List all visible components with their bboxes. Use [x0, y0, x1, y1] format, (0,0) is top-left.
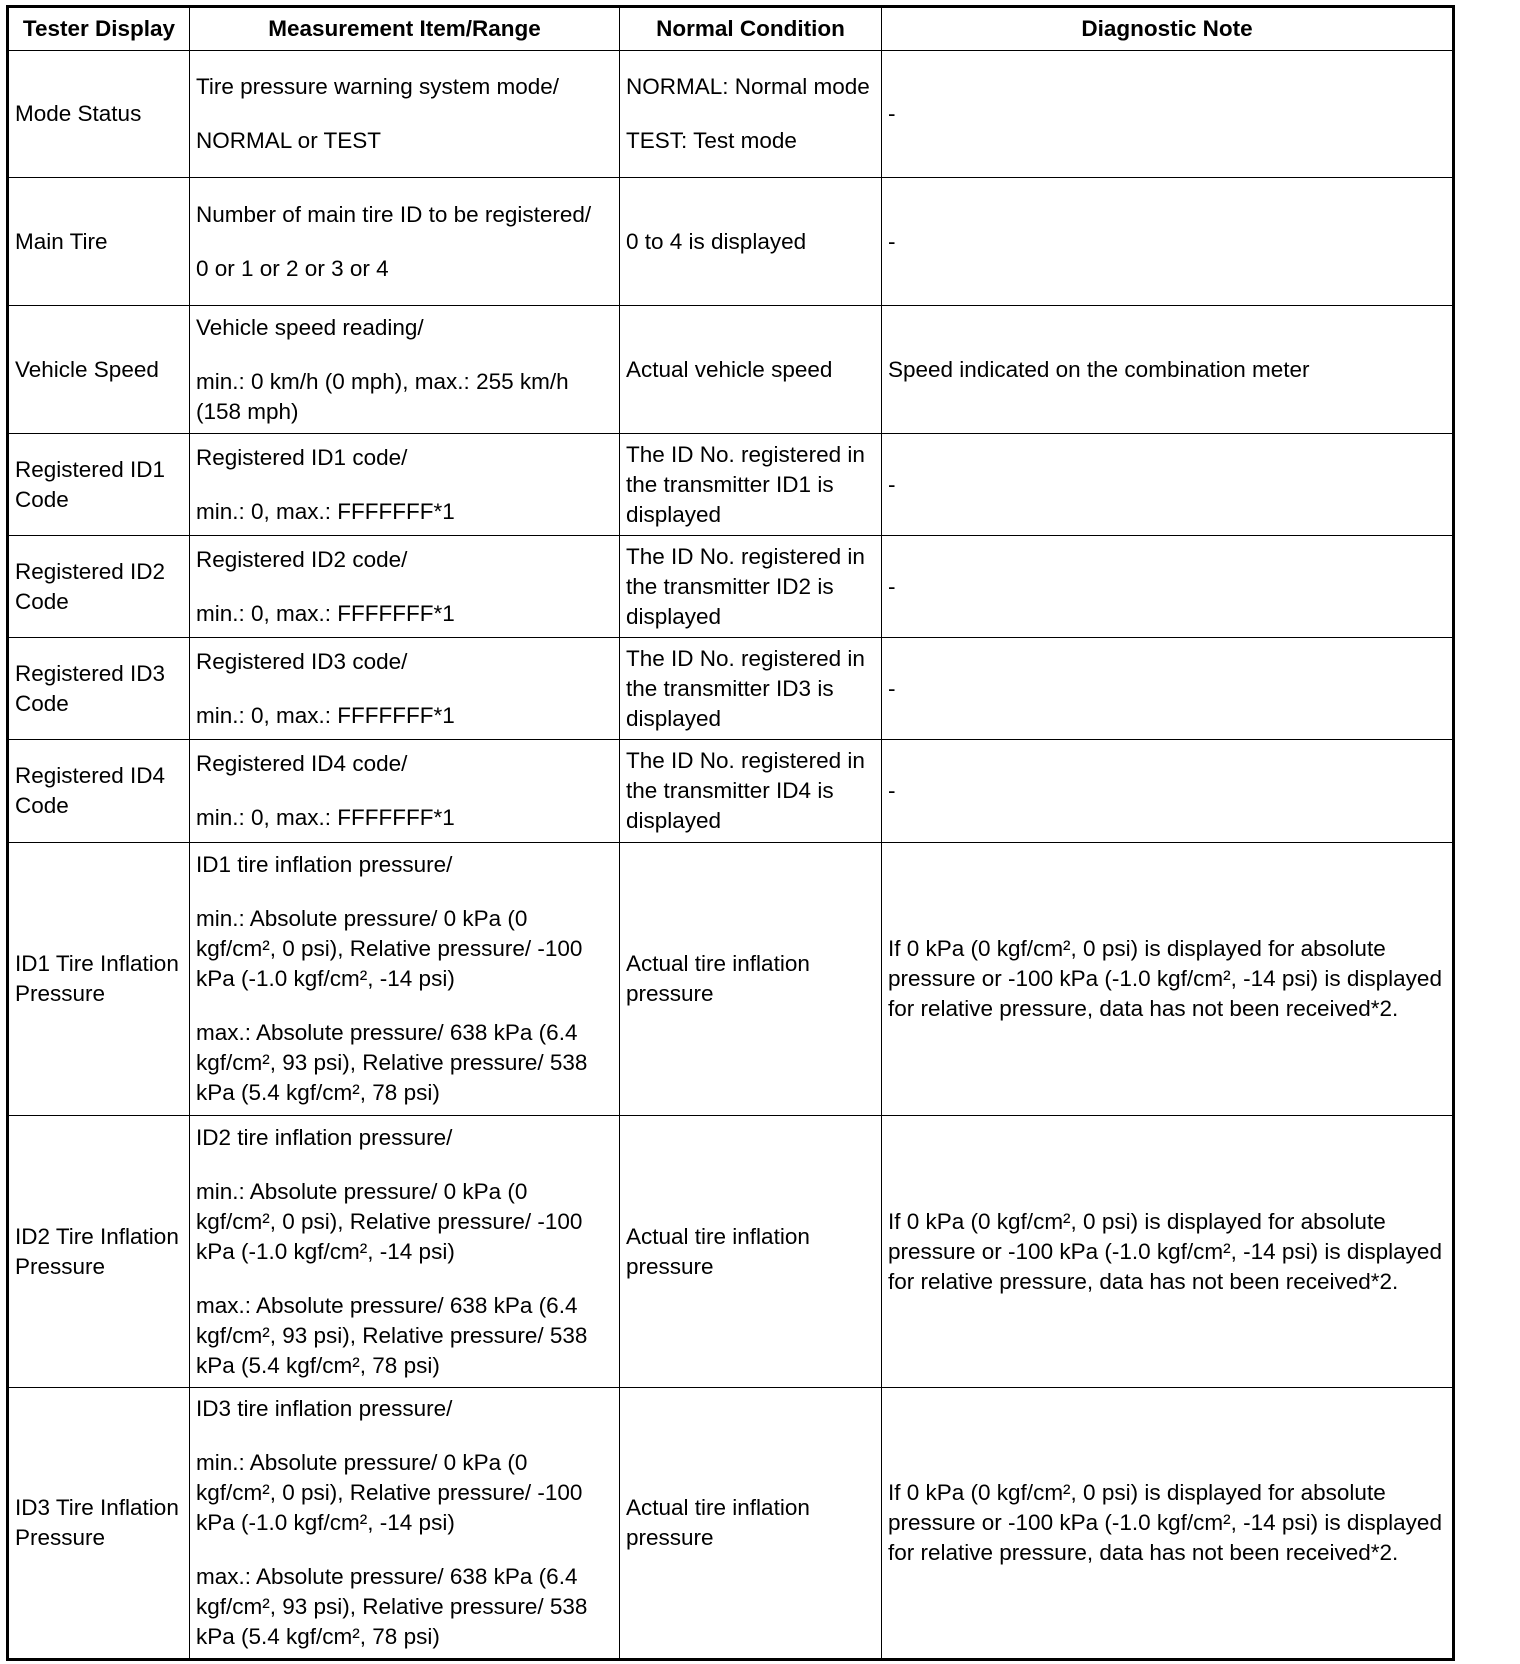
- table-row: [8, 1388, 1454, 1660]
- tester-display-cell: [8, 638, 190, 740]
- tester-display-cell: [8, 306, 190, 434]
- header-normal-condition: Normal Condition: [620, 7, 882, 51]
- measurement-range-cell: [190, 1388, 620, 1660]
- cell-paragraph: max.: Absolute pressure/ 638 kPa (6.4 kgf/cm², 93 psi), Relative pressure/ 538 kPa (5.4 kgf/cm², 78 psi): [196, 1292, 588, 1378]
- cell-paragraph: min.: 0 km/h (0 mph), max.: 255 km/h (158 mph): [196, 368, 569, 424]
- cell-paragraph: The ID No. registered in the transmitter ID2 is displayed: [626, 543, 865, 629]
- cell-paragraph: -: [888, 101, 896, 126]
- cell-paragraph: min.: Absolute pressure/ 0 kPa (0 kgf/cm², 0 psi), Relative pressure/ -100 kPa (-1.0 kgf/cm², -14 psi): [196, 1450, 583, 1535]
- tester-display-cell: [8, 178, 190, 306]
- cell-paragraph: TEST: Test mode: [626, 128, 797, 153]
- cell-paragraph: 0 or 1 or 2 or 3 or 4: [196, 255, 389, 281]
- header-diagnostic-note: Diagnostic Note: [882, 7, 1454, 51]
- tester-display-cell: [8, 843, 190, 1116]
- diagnostic-note-cell: [882, 536, 1454, 638]
- table-header-row: [8, 7, 1454, 51]
- cell-paragraph: Actual tire inflation pressure: [626, 951, 810, 1006]
- cell-paragraph: Registered ID2 code/: [196, 546, 408, 572]
- cell-paragraph: Actual vehicle speed: [626, 356, 833, 382]
- diagnostic-note-cell: [882, 178, 1454, 306]
- cell-paragraph: Number of main tire ID to be registered/: [196, 201, 592, 227]
- diagnostic-note-cell: [882, 306, 1454, 434]
- measurement-range-cell: [190, 843, 620, 1116]
- cell-paragraph: The ID No. registered in the transmitter ID4 is displayed: [626, 748, 865, 833]
- cell-paragraph: Actual tire inflation pressure: [626, 1495, 810, 1550]
- normal-condition-cell: [620, 434, 882, 536]
- header-tester-display: Tester Display: [8, 7, 190, 51]
- cell-paragraph: Vehicle speed reading/: [196, 314, 424, 340]
- cell-paragraph: ID1 tire inflation pressure/: [196, 852, 453, 877]
- table-row: [8, 51, 1454, 178]
- data-list-table: [6, 5, 1455, 1661]
- cell-paragraph: The ID No. registered in the transmitter ID1 is displayed: [626, 441, 865, 527]
- table-row: [8, 306, 1454, 434]
- table-row: [8, 178, 1454, 306]
- cell-paragraph: min.: 0, max.: FFFFFFF*1: [196, 498, 455, 524]
- cell-paragraph: NORMAL or TEST: [196, 128, 382, 153]
- cell-paragraph: min.: Absolute pressure/ 0 kPa (0 kgf/cm², 0 psi), Relative pressure/ -100 kPa (-1.0 kgf/cm², -14 psi): [196, 906, 583, 991]
- cell-paragraph: -: [888, 675, 896, 701]
- diagnostic-note-cell: [882, 1116, 1454, 1388]
- normal-condition-cell: [620, 536, 882, 638]
- tester-display-cell: [8, 51, 190, 178]
- cell-paragraph: If 0 kPa (0 kgf/cm², 0 psi) is displayed for absolute pressure or -100 kPa (-1.0 kgf/cm², -14 psi) is displayed for relative pressure, data has not been received*2.: [888, 1480, 1442, 1565]
- cell-paragraph: Registered ID1 Code: [15, 456, 166, 512]
- cell-paragraph: min.: Absolute pressure/ 0 kPa (0 kgf/cm², 0 psi), Relative pressure/ -100 kPa (-1.0 kgf/cm², -14 psi): [196, 1178, 583, 1264]
- cell-paragraph: Tire pressure warning system mode/: [196, 74, 560, 99]
- normal-condition-cell: [620, 178, 882, 306]
- diagnostic-note-cell: [882, 843, 1454, 1116]
- table-row: [8, 843, 1454, 1116]
- cell-paragraph: NORMAL: Normal mode: [626, 74, 870, 99]
- table-row: [8, 536, 1454, 638]
- measurement-range-cell: [190, 434, 620, 536]
- normal-condition-cell: [620, 1388, 882, 1660]
- measurement-range-cell: [190, 536, 620, 638]
- cell-paragraph: Registered ID3 code/: [196, 648, 408, 674]
- tester-display-cell: [8, 1116, 190, 1388]
- cell-paragraph: ID3 Tire Inflation Pressure: [15, 1495, 179, 1550]
- table-row: [8, 1116, 1454, 1388]
- cell-paragraph: ID2 tire inflation pressure/: [196, 1124, 453, 1150]
- diagnostic-note-cell: [882, 1388, 1454, 1660]
- tester-display-cell: [8, 1388, 190, 1660]
- measurement-range-cell: [190, 178, 620, 306]
- normal-condition-cell: [620, 51, 882, 178]
- cell-paragraph: max.: Absolute pressure/ 638 kPa (6.4 kgf/cm², 93 psi), Relative pressure/ 538 kPa (5.4 kgf/cm², 78 psi): [196, 1564, 588, 1649]
- tester-display-cell: [8, 536, 190, 638]
- normal-condition-cell: [620, 306, 882, 434]
- normal-condition-cell: [620, 1116, 882, 1388]
- diagnostic-note-cell: [882, 434, 1454, 536]
- cell-paragraph: Registered ID2 Code: [15, 558, 166, 614]
- diagnostic-note-cell: [882, 638, 1454, 740]
- cell-paragraph: ID3 tire inflation pressure/: [196, 1396, 453, 1421]
- cell-paragraph: -: [888, 573, 896, 599]
- cell-paragraph: If 0 kPa (0 kgf/cm², 0 psi) is displayed for absolute pressure or -100 kPa (-1.0 kgf/cm², -14 psi) is displayed for relative pressure, data has not been received*2.: [888, 936, 1442, 1021]
- cell-paragraph: Mode Status: [15, 101, 142, 126]
- measurement-range-cell: [190, 638, 620, 740]
- cell-paragraph: max.: Absolute pressure/ 638 kPa (6.4 kgf/cm², 93 psi), Relative pressure/ 538 kPa (5.4 kgf/cm², 78 psi): [196, 1020, 588, 1105]
- cell-paragraph: min.: 0, max.: FFFFFFF*1: [196, 805, 455, 830]
- cell-paragraph: The ID No. registered in the transmitter ID3 is displayed: [626, 645, 865, 731]
- cell-paragraph: Registered ID3 Code: [15, 660, 166, 716]
- cell-paragraph: Registered ID4 Code: [15, 763, 166, 818]
- cell-paragraph: -: [888, 228, 896, 254]
- cell-paragraph: -: [888, 471, 896, 497]
- cell-paragraph: min.: 0, max.: FFFFFFF*1: [196, 702, 455, 728]
- table-row: [8, 638, 1454, 740]
- header-measurement-item: Measurement Item/Range: [190, 7, 620, 51]
- normal-condition-cell: [620, 638, 882, 740]
- measurement-range-cell: [190, 306, 620, 434]
- table-row: [8, 740, 1454, 843]
- measurement-range-cell: [190, 1116, 620, 1388]
- cell-paragraph: Registered ID1 code/: [196, 444, 408, 470]
- normal-condition-cell: [620, 740, 882, 843]
- cell-paragraph: -: [888, 778, 896, 803]
- measurement-range-cell: [190, 51, 620, 178]
- cell-paragraph: Speed indicated on the combination meter: [888, 356, 1310, 382]
- table-row: [8, 434, 1454, 536]
- cell-paragraph: If 0 kPa (0 kgf/cm², 0 psi) is displayed for absolute pressure or -100 kPa (-1.0 kgf/cm², -14 psi) is displayed for relative pressure, data has not been received*2.: [888, 1208, 1442, 1294]
- cell-paragraph: Main Tire: [15, 228, 108, 254]
- cell-paragraph: Actual tire inflation pressure: [626, 1223, 810, 1279]
- cell-paragraph: 0 to 4 is displayed: [626, 228, 807, 254]
- normal-condition-cell: [620, 843, 882, 1116]
- diagnostic-note-cell: [882, 51, 1454, 178]
- cell-paragraph: ID1 Tire Inflation Pressure: [15, 951, 179, 1006]
- cell-paragraph: Registered ID4 code/: [196, 751, 408, 776]
- cell-paragraph: ID2 Tire Inflation Pressure: [15, 1223, 179, 1279]
- measurement-range-cell: [190, 740, 620, 843]
- cell-paragraph: Vehicle Speed: [15, 356, 159, 382]
- diagnostic-note-cell: [882, 740, 1454, 843]
- tester-display-cell: [8, 740, 190, 843]
- tester-display-cell: [8, 434, 190, 536]
- cell-paragraph: min.: 0, max.: FFFFFFF*1: [196, 600, 455, 626]
